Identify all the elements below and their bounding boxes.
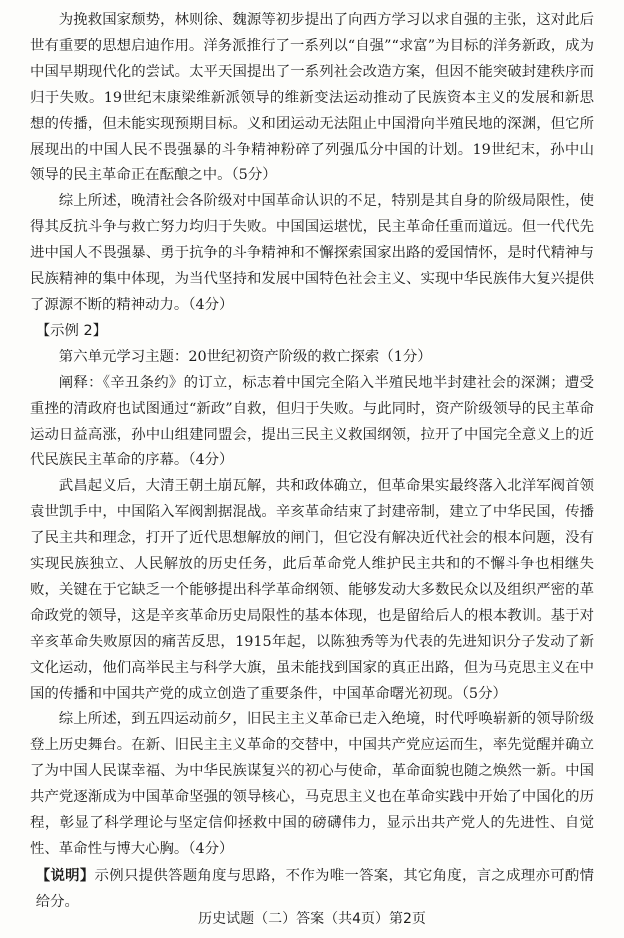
note-label: 【说明】: [35, 866, 95, 884]
paragraph-explanation: 阐释：《辛丑条约》的订立，标志着中国完全陷入半殖民地半封建社会的深渊；遭受重挫的清政府也试图通过“新政”自救，但归于失败。与此同时，资产阶级领导的民主革命运动日益高涨，孙中山组建同盟会，提出三民主义救国纲领，拉开了中国完全意义上的近代民族民主革命的序幕。（4分）: [30, 374, 594, 469]
paragraph-summary-late-qing: 综上所述，晚清社会各阶级对中国革命认识的不足，特别是其自身的阶级局限性，使得其反抗斗争与救亡努力均归于失败。中国国运堪忧，民主革命任重而道远。但一代代先进中国人不畏强暴、勇于抗争的斗争精神和不懈探索国家出路的爱国情怀，是时代精神与民族精神的集中体现，为当代坚持和发展中国特色社会主义、实现中华民族伟大复兴提供了源源不断的精神动力。（4分）: [30, 193, 594, 313]
page-footer: 历史试题（二）答案（共4页）第2页: [198, 911, 426, 927]
example-2-heading: 【示例 2】: [35, 322, 108, 339]
note-text: 示例只提供答题角度与思路，不作为唯一答案，其它角度，言之成理亦可酌情给分。: [35, 867, 594, 910]
paragraph-theme: 第六单元学习主题：20世纪初资产阶级的救亡探索（1分）: [58, 348, 432, 365]
paragraph-early-exploration: 为挽救国家颓势，林则徐、魏源等初步提出了向西方学习以求自强的主张，这对此后世有重要的思想启迪作用。洋务派推行了一系列以“自强”“求富”为目标的洋务新政，成为中国早期现代化的尝试。太平天国提出了一系列社会改造方案，但因不能突破封建秩序而归于失败。19世纪末康梁维新派领导的维新变法运动推动了民族资本主义的发展和新思想的传播，但未能实现预期目标。义和团运动无法阻止中国滑向半殖民地的深渊，但它所展现出的中国人民不畏强暴的斗争精神粉碎了列强瓜分中国的计划。19世纪末，孙中山领导的民主革命正在酝酿之中。（5分）: [30, 12, 594, 184]
paragraph-summary-may-fourth: 综上所述，到五四运动前夕，旧民主主义革命已走入绝境，时代呼唤崭新的领导阶级登上历史舞台。在新、旧民主主义革命的交替中，中国共产党应运而生，率先觉醒并确立了为中国人民谋幸福、为中华民族谋复兴的初心与使命，革命面貌也随之焕然一新。中国共产党逐渐成为中国革命坚强的领导核心，马克思主义也在革命实践中开始了中国化的历程，彰显了科学理论与坚定信仰拯救中国的磅礴伟力，显示出共产党人的先进性、自觉性、革命性与博大心胸。（4分）: [30, 711, 594, 857]
paragraph-1911-revolution: 武昌起义后，大清王朝土崩瓦解，共和政体确立，但革命果实最终落入北洋军阀首领袁世凯手中，中国陷入军阀割据混战。辛亥革命结束了封建帝制，建立了中华民国，传播了民主共和理念，打开了近代思想解放的闸门，但它没有解决近代社会的根本问题，没有实现民族独立、人民解放的历史任务，此后革命党人维护民主共和的不懈斗争也相继失败，关键在于它缺乏一个能够提出科学革命纲领、能够发动大多数民众以及组织严密的革命政党的领导，这是辛亥革命历史局限性的基本体现，也是留给后人的根本教训。基于对辛亥革命失败原因的痛苦反思，1915年起，以陈独秀等为代表的先进知识分子发动了新文化运动，他们高举民主与科学大旗，虽未能找到国家的真正出路，但为马克思主义在中国的传播和中国共产党的成立创造了重要条件，中国革命曙光初现。（5分）: [30, 478, 594, 702]
